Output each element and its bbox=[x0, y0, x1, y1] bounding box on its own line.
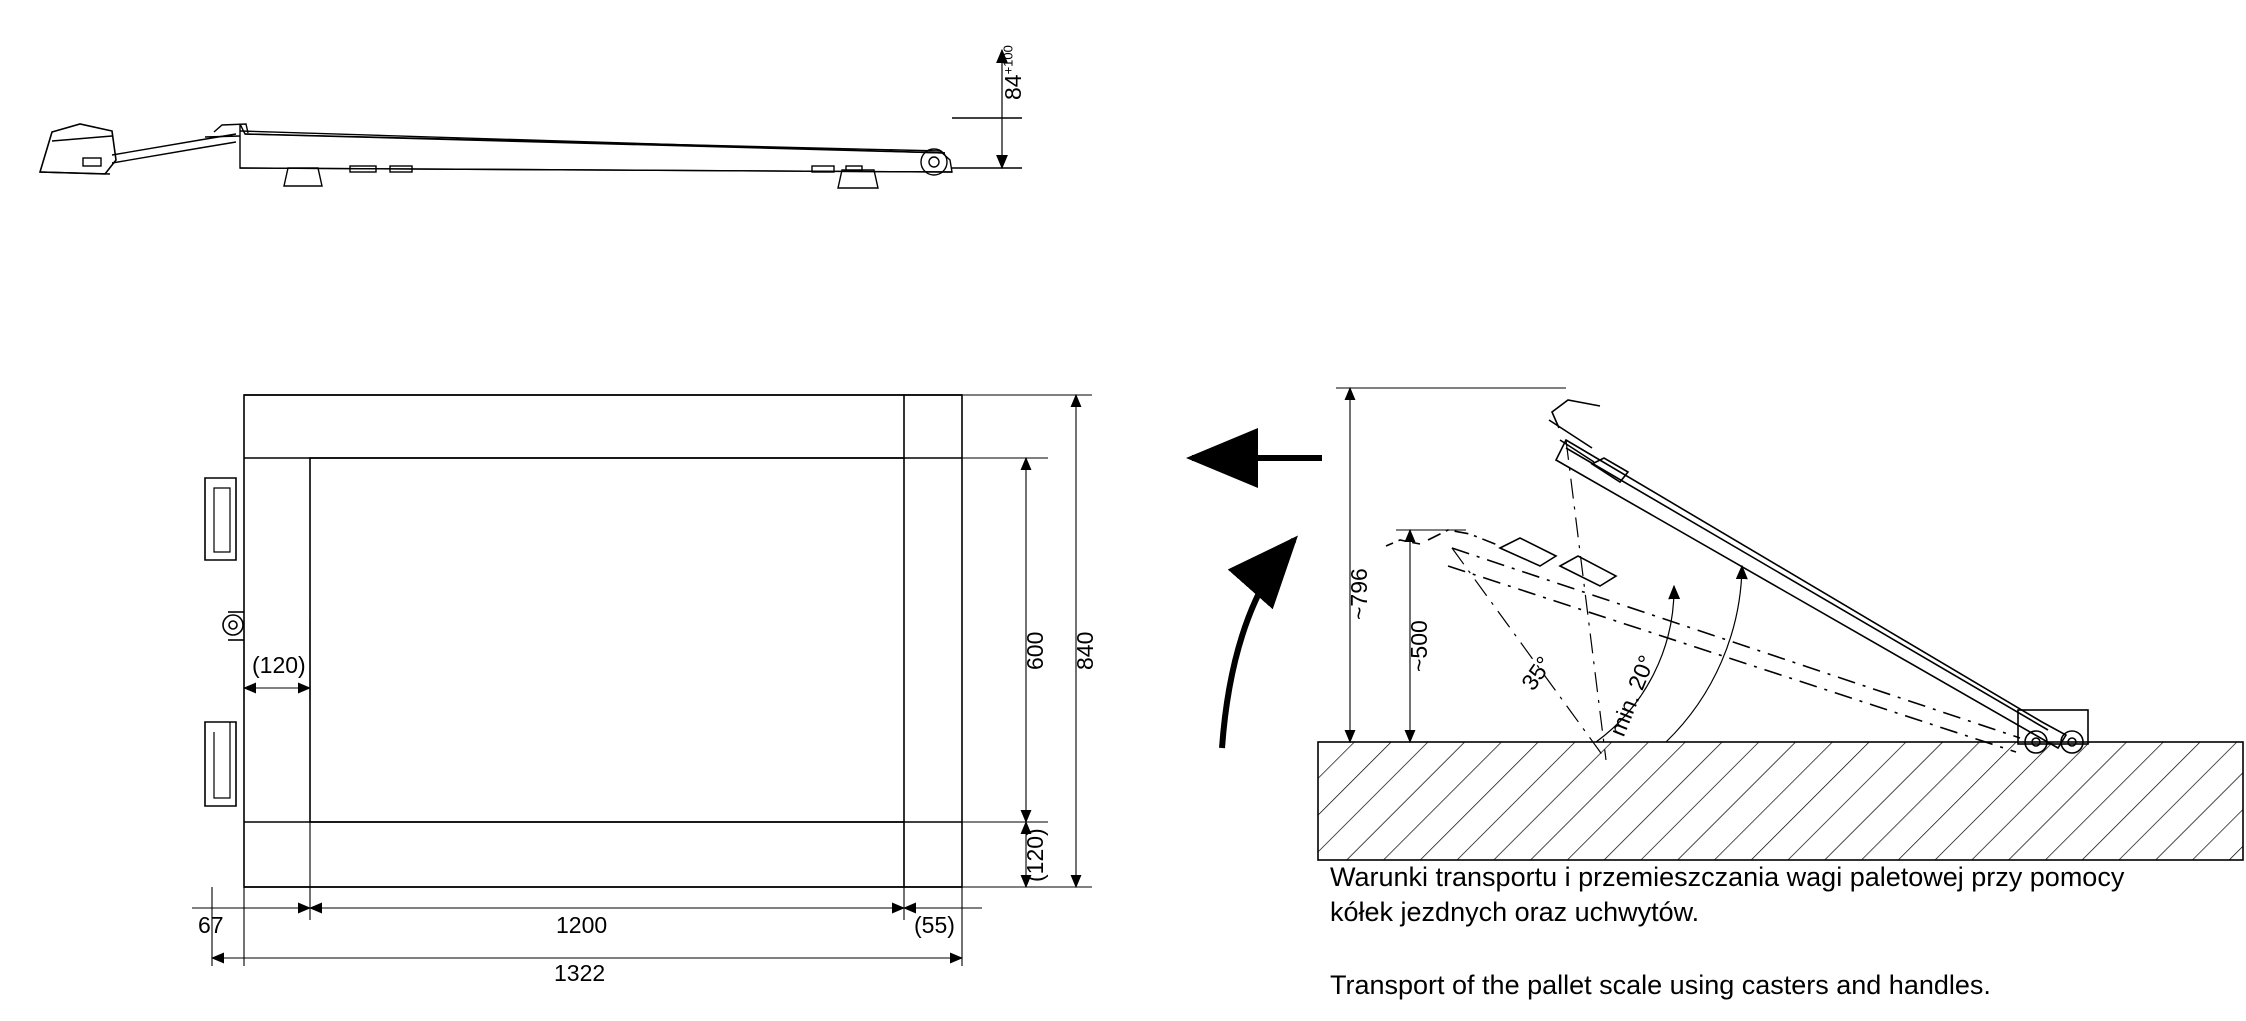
transport-view-geometry bbox=[1318, 388, 2243, 860]
dim-label-84: $84^{+100}$ bbox=[1000, 45, 1026, 100]
plan-dimension-lines bbox=[192, 395, 1092, 966]
caption-polish-line1: Warunki transportu i przemieszczania wagi paletowej przy pomocy bbox=[1330, 862, 2125, 892]
dim-label-120-vertical: (120) bbox=[1022, 828, 1048, 882]
dim-label-angle-min20: min. 20° bbox=[1604, 651, 1660, 740]
dim-label-600: 600 bbox=[1022, 631, 1048, 670]
caption-polish-line2: kółek jezdnych oraz uchwytów. bbox=[1330, 897, 1700, 927]
plan-view-geometry bbox=[205, 395, 962, 887]
dim-label-796: ~796 bbox=[1346, 568, 1372, 620]
dim-label-500: ~500 bbox=[1406, 620, 1432, 672]
dim-label-120-horizontal: (120) bbox=[252, 652, 306, 678]
direction-arrows bbox=[1192, 458, 1322, 748]
dim-label-67: 67 bbox=[198, 912, 224, 938]
dim-label-1322: 1322 bbox=[554, 960, 606, 986]
dim-label-angle-35: 35° bbox=[1516, 651, 1558, 695]
caption-english: Transport of the pallet scale using casters and handles. bbox=[1330, 970, 1991, 1000]
dim-label-55: (55) bbox=[914, 912, 955, 938]
side-elevation-geometry bbox=[40, 118, 1022, 188]
dim-label-840: 840 bbox=[1072, 631, 1098, 670]
dim-label-1200: 1200 bbox=[556, 912, 608, 938]
